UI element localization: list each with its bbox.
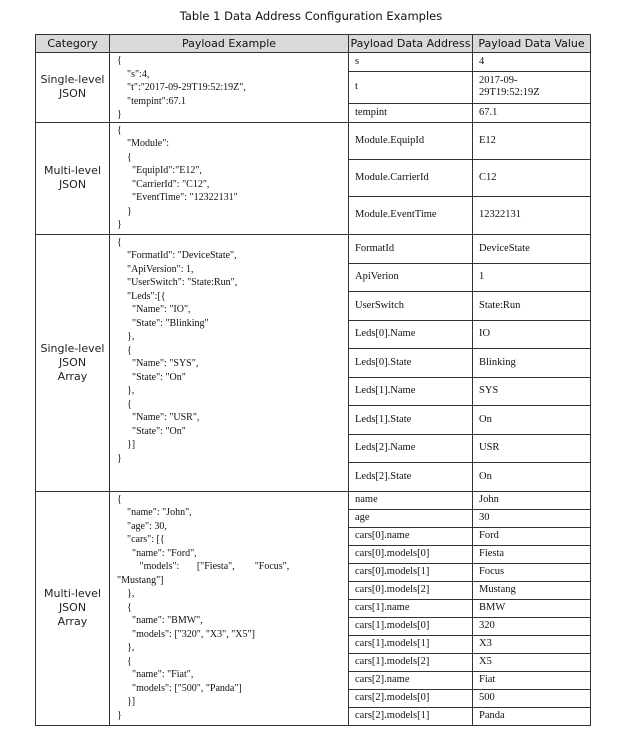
data-address-cell: age bbox=[349, 509, 473, 527]
data-address-cell: Leds[2].Name bbox=[349, 434, 473, 462]
data-address-cell: cars[1].models[0] bbox=[349, 617, 473, 635]
data-address-cell: cars[0].models[0] bbox=[349, 545, 473, 563]
data-address-cell: ApiVerion bbox=[349, 263, 473, 291]
data-value-cell: C12 bbox=[473, 159, 591, 196]
data-value-cell: DeviceState bbox=[473, 234, 591, 263]
category-cell: Multi-level JSON bbox=[36, 122, 110, 234]
data-address-cell: cars[1].models[2] bbox=[349, 653, 473, 671]
data-address-cell: cars[0].models[2] bbox=[349, 581, 473, 599]
table-row bbox=[36, 491, 591, 509]
data-address-cell: cars[1].name bbox=[349, 599, 473, 617]
data-value-cell: 12322131 bbox=[473, 196, 591, 234]
data-value-cell: 67.1 bbox=[473, 103, 591, 122]
payload-example-cell: { "s":4, "t":"2017-09-29T19:52:19Z", "tempint":67.1 } bbox=[110, 53, 349, 123]
data-value-cell: SYS bbox=[473, 377, 591, 405]
data-address-cell: cars[2].models[0] bbox=[349, 689, 473, 707]
data-address-cell: FormatId bbox=[349, 234, 473, 263]
config-table bbox=[35, 34, 591, 726]
category-cell: Single-level JSON bbox=[36, 53, 110, 123]
data-value-cell: USR bbox=[473, 434, 591, 462]
data-address-cell: Module.CarrierId bbox=[349, 159, 473, 196]
data-address-cell: cars[0].name bbox=[349, 527, 473, 545]
data-address-cell: tempint bbox=[349, 103, 473, 122]
data-address-cell: Module.EventTime bbox=[349, 196, 473, 234]
table-caption: Table 1 Data Address Configuration Examples bbox=[179, 9, 443, 23]
data-value-cell: 2017-09- 29T19:52:19Z bbox=[473, 71, 591, 103]
data-value-cell: Mustang bbox=[473, 581, 591, 599]
data-address-cell: cars[0].models[1] bbox=[349, 563, 473, 581]
data-value-cell: John bbox=[473, 491, 591, 509]
header-payload-data-value: Payload Data Value bbox=[473, 35, 591, 53]
data-value-cell: IO bbox=[473, 320, 591, 348]
data-value-cell: Panda bbox=[473, 707, 591, 725]
data-address-cell: UserSwitch bbox=[349, 291, 473, 320]
data-value-cell: Fiat bbox=[473, 671, 591, 689]
data-address-cell: Leds[0].State bbox=[349, 348, 473, 377]
data-address-cell: s bbox=[349, 53, 473, 72]
data-value-cell: State:Run bbox=[473, 291, 591, 320]
data-value-cell: On bbox=[473, 405, 591, 434]
data-address-cell: name bbox=[349, 491, 473, 509]
table-row bbox=[36, 53, 591, 72]
payload-example-cell: { "FormatId": "DeviceState", "ApiVersion": 1, "UserSwitch": "State:Run", "Leds":[{ "Name": "IO", "State": "Blinking" }, { "Name": "SYS", "State": "On" }, { "Name": "USR", "State": "On" }] } bbox=[110, 234, 349, 491]
header-category: Category bbox=[36, 35, 110, 53]
data-address-cell: Module.EquipId bbox=[349, 122, 473, 159]
table-row bbox=[36, 122, 591, 159]
data-value-cell: E12 bbox=[473, 122, 591, 159]
data-value-cell: X5 bbox=[473, 653, 591, 671]
data-address-cell: t bbox=[349, 71, 473, 103]
table-row bbox=[36, 234, 591, 263]
data-value-cell: 500 bbox=[473, 689, 591, 707]
header-row bbox=[36, 35, 591, 53]
data-value-cell: 30 bbox=[473, 509, 591, 527]
data-value-cell: 4 bbox=[473, 53, 591, 72]
header-payload-example: Payload Example bbox=[110, 35, 349, 53]
data-value-cell: Focus bbox=[473, 563, 591, 581]
data-address-cell: Leds[1].Name bbox=[349, 377, 473, 405]
data-address-cell: Leds[1].State bbox=[349, 405, 473, 434]
category-cell: Multi-level JSON Array bbox=[36, 491, 110, 725]
data-address-cell: cars[1].models[1] bbox=[349, 635, 473, 653]
data-address-cell: cars[2].name bbox=[349, 671, 473, 689]
data-value-cell: 1 bbox=[473, 263, 591, 291]
data-value-cell: 320 bbox=[473, 617, 591, 635]
data-value-cell: X3 bbox=[473, 635, 591, 653]
data-address-cell: Leds[2].State bbox=[349, 462, 473, 491]
data-value-cell: Blinking bbox=[473, 348, 591, 377]
data-address-cell: Leds[0].Name bbox=[349, 320, 473, 348]
payload-example-cell: { "Module": { "EquipId":"E12", "CarrierId": "C12", "EventTime": "12322131" } } bbox=[110, 122, 349, 234]
header-payload-data-address: Payload Data Address bbox=[349, 35, 473, 53]
data-address-cell: cars[2].models[1] bbox=[349, 707, 473, 725]
data-value-cell: On bbox=[473, 462, 591, 491]
category-cell: Single-level JSON Array bbox=[36, 234, 110, 491]
payload-example-cell: { "name": "John", "age": 30, "cars": [{ "name": "Ford", "models": ["Fiesta", "Focus", "Mustang"] }, { "name": "BMW", "models": ["320", "X3", "X5"] }, { "name": "Fiat", "models": ["500", "Panda"] }] } bbox=[110, 491, 349, 725]
data-value-cell: Fiesta bbox=[473, 545, 591, 563]
data-value-cell: Ford bbox=[473, 527, 591, 545]
data-value-cell: BMW bbox=[473, 599, 591, 617]
